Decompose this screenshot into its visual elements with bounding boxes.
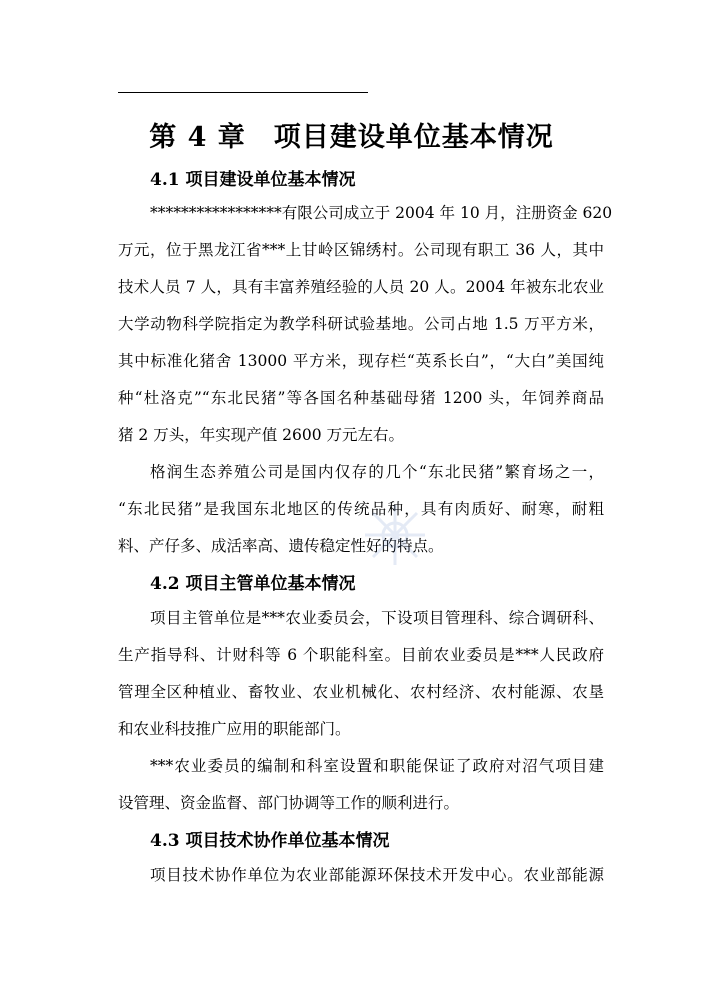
section-heading-4-3: 4.3 项目技术协作单位基本情况	[150, 831, 390, 851]
paragraph-line: “东北民猪”是我国东北地区的传统品种，具有肉质好、耐寒，耐粗	[118, 500, 604, 518]
watermark-icon	[360, 500, 430, 570]
paragraph-line: *****************有限公司成立于 2004 年 10 月，注册资金 620	[150, 204, 613, 222]
paragraph-line: 项目技术协作单位为农业部能源环保技术开发中心。农业部能源	[150, 866, 604, 884]
header-rule	[118, 92, 368, 93]
paragraph-line: 种“杜洛克”“东北民猪”等各国名种基础母猪 1200 头，年饲养商品	[118, 389, 604, 407]
section-heading-4-2: 4.2 项目主管单位基本情况	[150, 574, 356, 594]
paragraph-line: ***农业委员的编制和科室设置和职能保证了政府对沼气项目建	[150, 757, 604, 775]
paragraph-line: 猪 2 万头，年实现产值 2600 万元左右。	[118, 426, 405, 444]
paragraph-line: 项目主管单位是***农业委员会，下设项目管理科、综合调研科、	[150, 609, 604, 627]
paragraph-line: 其中标准化猪舍 13000 平方米，现存栏“英系长白”，“大白”美国纯	[118, 352, 604, 370]
paragraph-line: 格润生态养殖公司是国内仅存的几个“东北民猪”繁育场之一，	[150, 463, 604, 481]
paragraph-line: 设管理、资金监督、部门协调等工作的顺利进行。	[118, 794, 460, 812]
paragraph-line: 和农业科技推广应用的职能部门。	[118, 720, 351, 738]
paragraph-line: 大学动物科学院指定为教学科研试验基地。公司占地 1.5 万平方米，	[118, 315, 604, 333]
paragraph-line: 料、产仔多、成活率高、遗传稳定性好的特点。	[118, 537, 444, 555]
section-heading-4-1: 4.1 项目建设单位基本情况	[150, 170, 356, 190]
paragraph-line: 万元，位于黑龙江省***上甘岭区锦绣村。公司现有职工 36 人，其中	[118, 241, 604, 259]
paragraph-line: 生产指导科、计财科等 6 个职能科室。目前农业委员是***人民政府	[118, 646, 604, 664]
paragraph-line: 技术人员 7 人，具有丰富养殖经验的人员 20 人。2004 年被东北农业	[118, 278, 604, 296]
chapter-title: 第 4 章 项目建设单位基本情况	[149, 122, 554, 153]
paragraph-line: 管理全区种植业、畜牧业、农业机械化、农村经济、农村能源、农垦	[118, 683, 604, 701]
